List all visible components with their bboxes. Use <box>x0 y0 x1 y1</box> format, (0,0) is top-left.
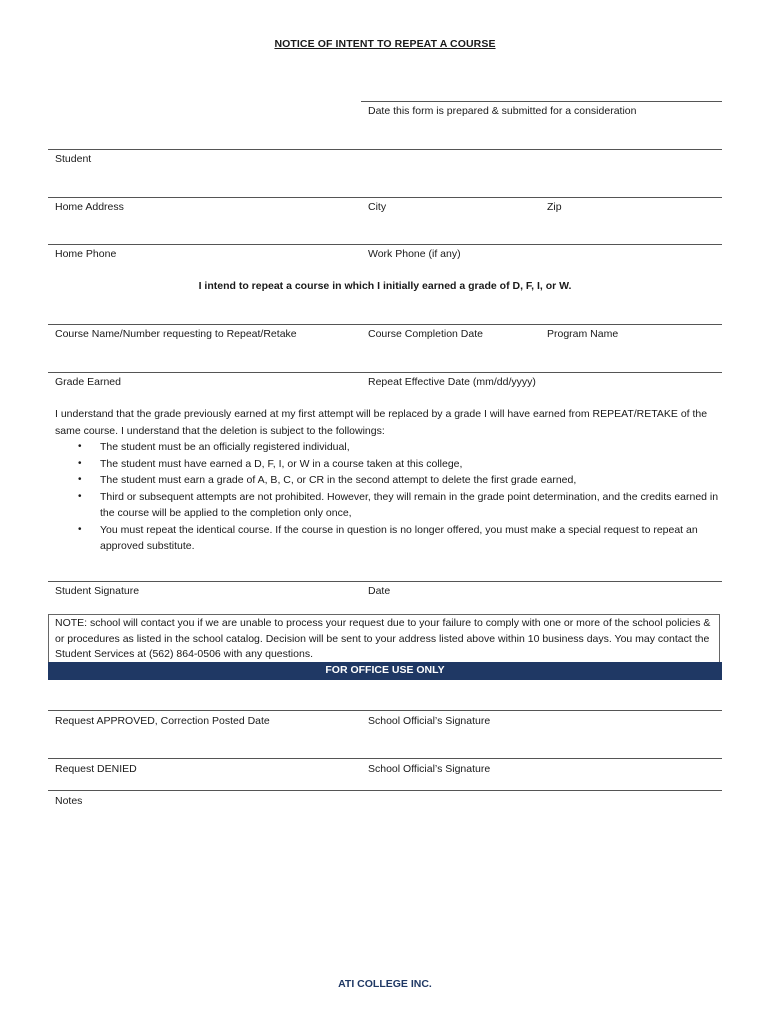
course-line <box>48 324 722 325</box>
denied-official-signature-field[interactable]: School Official’s Signature <box>368 763 491 775</box>
signature-date-field[interactable]: Date <box>368 585 391 597</box>
grade-earned-field[interactable]: Grade Earned <box>55 376 121 388</box>
intend-statement: I intend to repeat a course in which I initially earned a grade of D, F, I, or W. <box>198 280 572 292</box>
condition-text: The student must earn a grade of A, B, C, or CR in the second attempt to delete the first grade earned, <box>100 474 577 486</box>
condition-text: You must repeat the identical course. If the course in question is no longer offered, you must make a special request to repeat an approved substitute. <box>100 523 698 552</box>
date-prepared-field[interactable]: Date this form is prepared & submitted for a consideration <box>368 105 637 117</box>
repeat-effective-date-field[interactable]: Repeat Effective Date (mm/dd/yyyy) <box>368 376 536 388</box>
zip-field[interactable]: Zip <box>547 201 562 213</box>
page-title: NOTICE OF INTENT TO REPEAT A COURSE <box>274 38 496 50</box>
condition-item <box>78 439 720 456</box>
approved-date-field[interactable]: Request APPROVED, Correction Posted Date <box>55 715 270 727</box>
phone-line <box>48 244 722 245</box>
conditions-list <box>55 439 720 555</box>
denied-line <box>48 758 722 759</box>
student-field[interactable]: Student <box>55 153 92 165</box>
completion-date-field[interactable]: Course Completion Date <box>368 328 483 340</box>
notes-field[interactable]: Notes <box>55 795 83 807</box>
notes-line <box>48 790 722 791</box>
home-phone-field[interactable]: Home Phone <box>55 248 117 260</box>
home-address-field[interactable]: Home Address <box>55 201 124 213</box>
footer-college-name: ATI COLLEGE INC. <box>338 978 432 990</box>
bullet-icon: • <box>78 490 82 502</box>
bullet-icon: • <box>78 441 82 452</box>
bullet-icon: • <box>78 523 82 535</box>
condition-item <box>78 472 720 489</box>
address-line <box>48 197 722 198</box>
approved-official-signature-field[interactable]: School Official’s Signature <box>368 715 491 727</box>
understanding-intro: I understand that the grade previously earned at my first attempt will be replaced by a grade I will have earned from REPEAT/RETAKE of the same course. I understand that the deletion is subject to the followings: <box>55 408 708 437</box>
condition-text: Third or subsequent attempts are not prohibited. However, they will remain in the grade point determination, and the credits earned in the course will be applied to the completion only once, <box>100 490 719 519</box>
approved-line <box>48 710 722 711</box>
student-line <box>48 149 722 150</box>
condition-text: The student must have earned a D, F, I, or W in a course taken at this college, <box>100 457 463 470</box>
city-field[interactable]: City <box>368 201 387 213</box>
condition-text: The student must be an officially registered individual, <box>100 441 350 453</box>
grade-line <box>48 372 722 373</box>
bullet-icon: • <box>78 474 82 485</box>
student-signature-field[interactable]: Student Signature <box>55 585 140 597</box>
condition-item <box>78 489 720 522</box>
denied-field[interactable]: Request DENIED <box>55 763 137 775</box>
condition-item <box>78 522 720 555</box>
office-use-header: FOR OFFICE USE ONLY <box>48 662 722 680</box>
date-prepared-line <box>361 101 722 102</box>
work-phone-field[interactable]: Work Phone (if any) <box>368 248 461 260</box>
note-box: NOTE: school will contact you if we are unable to process your request due to your failure to comply with one or more of the school policies & or procedures as listed in the school catalog. Decision will be sent to your address listed above within 10 business days. You may contact the Student Services at (562) 864-0506 with any questions. <box>48 614 720 662</box>
course-name-field[interactable]: Course Name/Number requesting to Repeat/Retake <box>55 328 297 340</box>
signature-line <box>48 581 722 582</box>
program-name-field[interactable]: Program Name <box>547 328 619 340</box>
condition-item <box>78 456 720 473</box>
understanding-section <box>55 406 720 555</box>
bullet-icon: • <box>78 457 82 469</box>
